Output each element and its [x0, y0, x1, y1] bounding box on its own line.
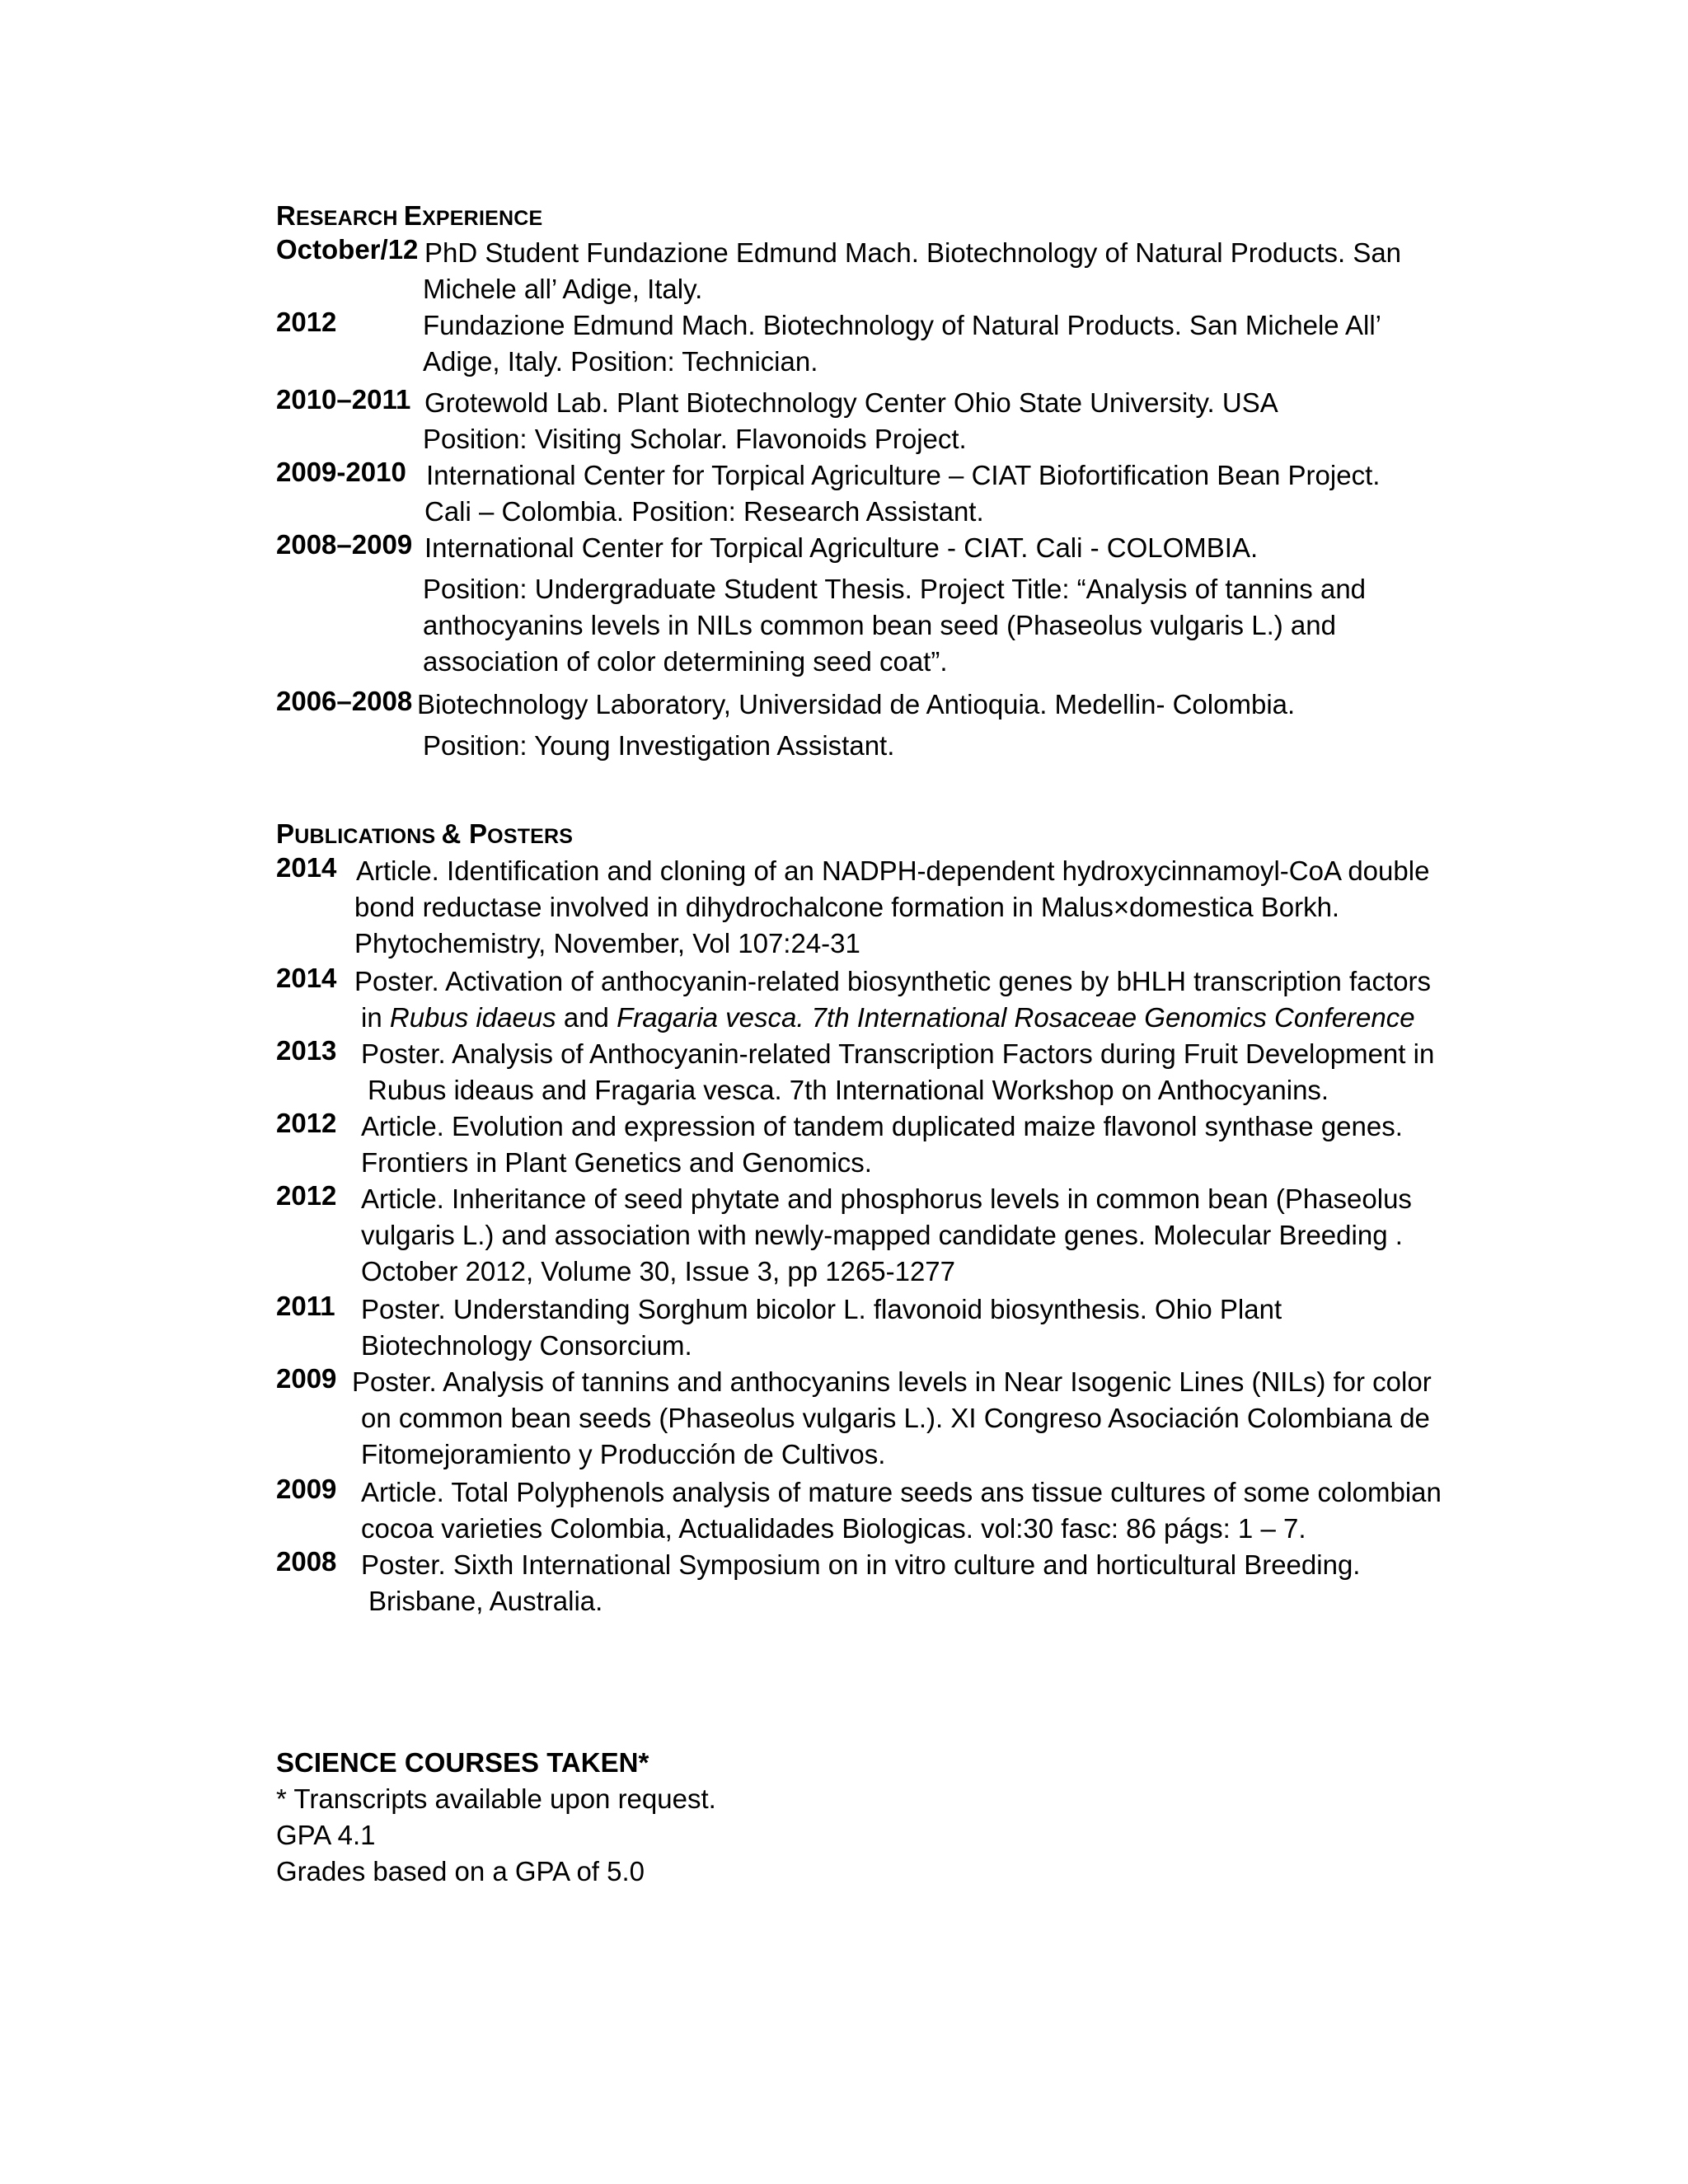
publication-text: Biotechnology Consorcium. — [361, 1330, 692, 1361]
publication-year: 2014 — [276, 852, 337, 883]
entry-text: anthocyanins levels in NILs common bean seed (Phaseolus vulgaris L.) and — [423, 610, 1336, 640]
entry-text: Adige, Italy. Position: Technician. — [423, 346, 818, 377]
entry-text: International Center for Torpical Agriculture – CIAT Biofortification Bean Project. — [426, 460, 1381, 490]
publication-text: October 2012, Volume 30, Issue 3, pp 1265-1277 — [361, 1256, 956, 1286]
publication-year: 2012 — [276, 1180, 337, 1211]
publication-year: 2009 — [276, 1474, 337, 1504]
publication-text: vulgaris L.) and association with newly-mapped candidate genes. Molecular Breeding . — [361, 1220, 1403, 1250]
publication-text: on common bean seeds (Phaseolus vulgaris L.). XI Congreso Asociación Colombiana de — [361, 1403, 1430, 1433]
publication-text: Article. Total Polyphenols analysis of mature seeds ans tissue cultures of some colombian — [361, 1477, 1442, 1507]
transcripts-note: * Transcripts available upon request. — [276, 1783, 716, 1814]
entry-text: International Center for Torpical Agriculture - CIAT. Cali - COLOMBIA. — [424, 532, 1259, 563]
publication-text: Poster. Analysis of Anthocyanin-related Transcription Factors during Fruit Development in — [361, 1038, 1435, 1069]
entry-date: 2006–2008 — [276, 686, 413, 716]
entry-text: Cali – Colombia. Position: Research Assistant. — [424, 496, 984, 527]
publication-text: Poster. Activation of anthocyanin-related biosynthetic genes by bHLH transcription factors — [354, 966, 1432, 996]
publication-year: 2012 — [276, 1108, 337, 1138]
entry-date: 2010–2011 — [276, 384, 411, 415]
publication-year: 2008 — [276, 1546, 337, 1577]
entry-text: Michele all’ Adige, Italy. — [423, 274, 703, 304]
publication-year: 2013 — [276, 1035, 337, 1066]
publication-text: in Rubus idaeus and Fragaria vesca. 7th International Rosaceae Genomics Conference — [361, 1002, 1415, 1033]
publication-text: Brisbane, Australia. — [368, 1586, 603, 1616]
publication-text: bond reductase involved in dihydrochalcone formation in Malus×domestica Borkh. — [354, 892, 1340, 922]
publication-text: Phytochemistry, November, Vol 107:24-31 — [354, 928, 860, 958]
entry-date: 2008–2009 — [276, 529, 413, 560]
publication-text: Poster. Analysis of tannins and anthocyanins levels in Near Isogenic Lines (NILs) for color — [352, 1366, 1432, 1397]
publication-text: Article. Inheritance of seed phytate and phosphorus levels in common bean (Phaseolus — [361, 1183, 1412, 1214]
entry-text: Biotechnology Laboratory, Universidad de Antioquia. Medellin- Colombia. — [417, 689, 1296, 719]
gpa-scale-note: Grades based on a GPA of 5.0 — [276, 1856, 645, 1886]
entry-text: Position: Undergraduate Student Thesis. Project Title: “Analysis of tannins and — [423, 574, 1367, 604]
entry-text: Position: Young Investigation Assistant. — [423, 730, 895, 761]
entry-text: Grotewold Lab. Plant Biotechnology Center Ohio State University. USA — [424, 387, 1278, 418]
publication-text: Article. Identification and cloning of an NADPH-dependent hydroxycinnamoyl-CoA double — [356, 855, 1430, 886]
publication-text: cocoa varieties Colombia, Actualidades Biologicas. vol:30 fasc: 86 págs: 1 – 7. — [361, 1513, 1306, 1544]
entry-text: Position: Visiting Scholar. Flavonoids Project. — [423, 424, 967, 454]
publication-text: Article. Evolution and expression of tandem duplicated maize flavonol synthase genes. — [361, 1111, 1403, 1141]
research-experience-heading: RESEARCH EXPERIENCE — [276, 200, 543, 231]
publication-text: Fitomejoramiento y Producción de Cultivos. — [361, 1439, 886, 1469]
gpa-value: GPA 4.1 — [276, 1820, 376, 1850]
entry-text: association of color determining seed coat”. — [423, 646, 948, 677]
publication-year: 2014 — [276, 963, 337, 993]
entry-text: Fundazione Edmund Mach. Biotechnology of Natural Products. San Michele All’ — [423, 310, 1381, 340]
publication-text: Frontiers in Plant Genetics and Genomics. — [361, 1147, 872, 1178]
publication-year: 2009 — [276, 1363, 337, 1394]
entry-text: PhD Student Fundazione Edmund Mach. Biotechnology of Natural Products. San — [424, 237, 1402, 268]
entry-date: 2009-2010 — [276, 457, 406, 487]
publication-text: Rubus ideaus and Fragaria vesca. 7th International Workshop on Anthocyanins. — [368, 1075, 1329, 1105]
entry-date: October/12 — [276, 234, 419, 265]
publication-text: Poster. Sixth International Symposium on in vitro culture and horticultural Breeding. — [361, 1549, 1361, 1580]
publication-text: Poster. Understanding Sorghum bicolor L. flavonoid biosynthesis. Ohio Plant — [361, 1294, 1282, 1324]
entry-date: 2012 — [276, 307, 337, 337]
publications-posters-heading: PUBLICATIONS & POSTERS — [276, 818, 574, 849]
publication-year: 2011 — [276, 1291, 335, 1321]
science-courses-heading: SCIENCE COURSES TAKEN* — [276, 1747, 649, 1778]
